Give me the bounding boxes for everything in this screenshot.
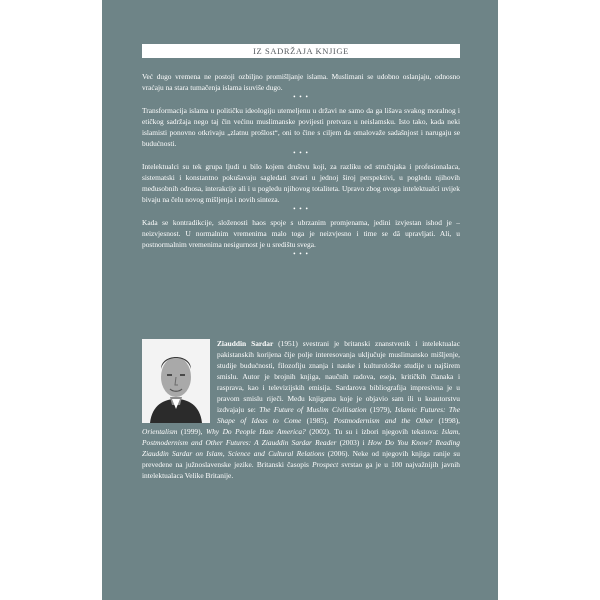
excerpt-paragraph: Transformacija islama u političku ideologiju utemeljenu u državi ne samo da ga lišava svakog moralnog i etičkog sadržaja nego taj čin većinu muslimanske povijesti pretvara u neislamsku. Isto tako, kada neki islamisti ponovno otkrivaju „zlatnu prošlost“, oni to čine s ciljem da omalovaže sadašnjost i narugaju se budućnosti. [142,106,460,148]
bio-text: (2003) i [336,438,368,447]
magazine-title: Prospect [312,460,339,469]
section-title: IZ SADRŽAJA KNJIGE [253,45,349,56]
excerpt-separator: • • • [293,250,309,258]
photo-spacer [142,338,217,426]
excerpt-separator: • • • [293,205,309,213]
bio-text: (1979), [366,405,396,414]
book-title: The Future of Muslim Civilisation [259,405,367,414]
section-header-bar [142,44,460,58]
book-title: How Do You Know? Reading Ziauddin Sardar on Islam, Science and Cultural Relations [142,438,460,458]
back-cover [102,0,498,600]
excerpt-separator: • • • [293,93,309,101]
book-title: Islamic Futures: The Shape of Ideas to Come [217,405,461,425]
excerpt-paragraph: Intelektualci su tek grupa ljudi u bilo kojem društvu koji, za razliku od stručnjaka i profesionalaca, sistematski i konstantno pokušavaju sagledati stvari u jednoj široj perspektivi, u pogledu njihovih međusobnih odnosa, interakcije ali i u pogledu njihovog totaliteta. Upravo zbog ovoga intelektualci uvijek bivaju na čelu novog mišljenja i novih sinteza. [142,162,460,204]
bio-text: (2002). Tu su i izbori njegovih tekstova: [305,427,442,436]
book-title: Postmodernism and the Other [333,416,434,425]
excerpt-paragraph: Kada se kontradikcije, složenosti haos spoje s ubrzanim promjenama, jedini izvjestan ishod je – neizvjesnost. U normalnim vremenima malo toga je neizvjesno i time se dâ upravljati. Ali, u postnormalnim vremenima nesigurnost je u središtu svega. [142,218,460,249]
bio-text: (1998), [433,416,461,425]
book-title: Orientalism [142,427,178,436]
bio-text: svrstao ga je u 100 najvažnijih javnih intelektualaca Velike Britanije. [142,460,460,480]
excerpts-block [142,71,460,262]
bio-text: (1985), [301,416,334,425]
excerpt-separator: • • • [293,149,309,157]
book-title: Islam, Postmodernism and Other Futures: A Ziauddin Sardar Reader [142,427,461,447]
bio-text: (2006). Neke od njegovih knjiga ranije su prevedene na južnoslavenske jezike. Britanski časopis [142,449,460,469]
book-title: Why Do People Hate America? [205,427,306,436]
author-name: Ziauddin Sardar [217,339,274,348]
author-bio [142,338,460,481]
bio-text: (1999), [177,427,206,436]
bio-text: (1951) svestrani je britanski znanstvenik i intelektualac pakistanskih korijena čije polje interesovanja uključuje muslimansko mišljenje, studije budućnosti, filozofiju znanja i nauke i kulturološke studije u najširem smislu. Autor je brojnih knjiga, naučnih radova, eseja, kritičkih članaka i rasprava, kao i televizijskih emisija. Sardarova bibliografija impresivna je u pravom smislu riječi. Među knjigama koje je objavio sam ili u koautorstvu izdvajaju se: [217,339,460,414]
excerpt-paragraph: Već dugo vremena ne postoji ozbiljno promišljanje islama. Muslimani se udobno oslanjaju, odnosno vraćaju na stara tumačenja islama isuviše dugo. [142,72,460,92]
